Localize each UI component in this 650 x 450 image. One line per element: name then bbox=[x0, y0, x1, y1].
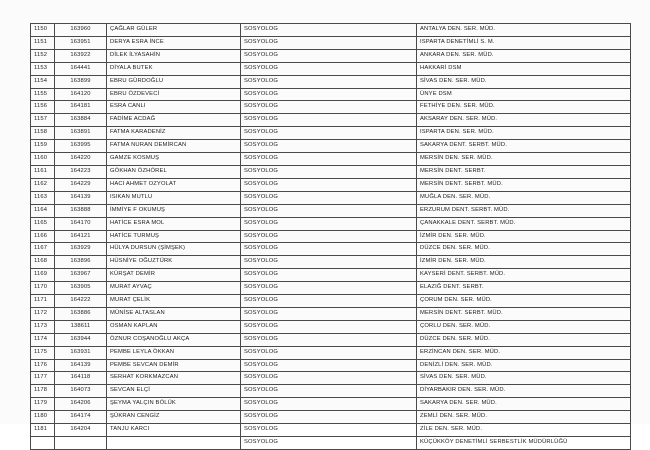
table-row bbox=[31, 385, 631, 398]
table-row bbox=[31, 114, 631, 127]
row-number-cell: 1163 bbox=[31, 191, 55, 204]
unit-name-cell: ERZURUM DENT. SERBT. MÜD. bbox=[417, 204, 631, 217]
job-title-cell: SOSYOLOG bbox=[241, 269, 417, 282]
job-title-cell: SOSYOLOG bbox=[241, 424, 417, 437]
unit-name-cell: FETHİYE DEN. SER. MÜD. bbox=[417, 101, 631, 114]
table-row bbox=[31, 372, 631, 385]
unit-name-cell: SİVAS DEN. SER. MÜD. bbox=[417, 372, 631, 385]
job-title-cell: SOSYOLOG bbox=[241, 333, 417, 346]
unit-name-cell: ÇANAKKALE DENT. SERBT. MÜD. bbox=[417, 217, 631, 230]
record-id-cell: 164073 bbox=[55, 385, 107, 398]
record-id-cell: 163929 bbox=[55, 243, 107, 256]
table-row bbox=[31, 295, 631, 308]
record-id-cell: 163951 bbox=[55, 36, 107, 49]
person-name-cell bbox=[107, 437, 241, 450]
record-id-cell: 163960 bbox=[55, 24, 107, 37]
job-title-cell: SOSYOLOG bbox=[241, 140, 417, 153]
row-number-cell: 1166 bbox=[31, 230, 55, 243]
table-row bbox=[31, 359, 631, 372]
unit-name-cell: MUĞLA DEN. SER. MÜD. bbox=[417, 191, 631, 204]
record-id-cell: 163931 bbox=[55, 346, 107, 359]
person-name-cell: MÜNİSE ALTASLAN bbox=[107, 307, 241, 320]
job-title-cell: SOSYOLOG bbox=[241, 204, 417, 217]
unit-name-cell: MERSİN DENT. SERBT. bbox=[417, 165, 631, 178]
job-title-cell: SOSYOLOG bbox=[241, 372, 417, 385]
table-row bbox=[31, 282, 631, 295]
row-number-cell: 1151 bbox=[31, 36, 55, 49]
unit-name-cell: ELAZIĞ DENT. SERBT. bbox=[417, 282, 631, 295]
record-id-cell: 164120 bbox=[55, 88, 107, 101]
row-number-cell: 1179 bbox=[31, 398, 55, 411]
person-name-cell: GAMZE KOSMUŞ bbox=[107, 153, 241, 166]
row-number-cell: 1159 bbox=[31, 140, 55, 153]
table-row bbox=[31, 140, 631, 153]
record-id-cell: 164441 bbox=[55, 62, 107, 75]
job-title-cell: SOSYOLOG bbox=[241, 282, 417, 295]
table-row bbox=[31, 165, 631, 178]
row-number-cell: 1165 bbox=[31, 217, 55, 230]
table-row bbox=[31, 36, 631, 49]
record-id-cell: 164170 bbox=[55, 217, 107, 230]
row-number-cell: 1160 bbox=[31, 153, 55, 166]
record-id-cell: 163905 bbox=[55, 282, 107, 295]
unit-name-cell: ÇORLU DEN. SER. MÜD. bbox=[417, 320, 631, 333]
job-title-cell: SOSYOLOG bbox=[241, 307, 417, 320]
person-name-cell: KÜRŞAT DEMİR bbox=[107, 269, 241, 282]
job-title-cell: SOSYOLOG bbox=[241, 165, 417, 178]
unit-name-cell: ANTALYA DEN. SER. MÜD. bbox=[417, 24, 631, 37]
unit-name-cell: DENİZLİ DEN. SER. MÜD. bbox=[417, 359, 631, 372]
row-number-cell: 1175 bbox=[31, 346, 55, 359]
person-name-cell: ÇAĞLAR GÜLER bbox=[107, 24, 241, 37]
row-number-cell: 1167 bbox=[31, 243, 55, 256]
unit-name-cell: ERZİNCAN DEN. SER. MÜD. bbox=[417, 346, 631, 359]
job-title-cell: SOSYOLOG bbox=[241, 36, 417, 49]
unit-name-cell: İZMİR DEN. SER. MÜD. bbox=[417, 256, 631, 269]
table-row bbox=[31, 101, 631, 114]
job-title-cell: SOSYOLOG bbox=[241, 385, 417, 398]
person-name-cell: ISIKAN MUTLU bbox=[107, 191, 241, 204]
row-number-cell bbox=[31, 437, 55, 450]
job-title-cell: SOSYOLOG bbox=[241, 49, 417, 62]
unit-name-cell: SAKARYA DEN. SER. MÜD. bbox=[417, 398, 631, 411]
unit-name-cell: HAKKARİ DSM bbox=[417, 62, 631, 75]
unit-name-cell: DİYARBAKIR DEN. SER. MÜD. bbox=[417, 385, 631, 398]
record-id-cell: 163884 bbox=[55, 114, 107, 127]
person-name-cell: EBRU ÖZDEVECİ bbox=[107, 88, 241, 101]
row-number-cell: 1170 bbox=[31, 282, 55, 295]
unit-name-cell: ÜNYE DSM bbox=[417, 88, 631, 101]
job-title-cell: SOSYOLOG bbox=[241, 320, 417, 333]
unit-name-cell: DÜZCE DEN. SER. MÜD. bbox=[417, 333, 631, 346]
record-id-cell: 164181 bbox=[55, 101, 107, 114]
person-name-cell: SERHAT KORKMAZCAN bbox=[107, 372, 241, 385]
person-name-cell: DİYALA BUTEK bbox=[107, 62, 241, 75]
job-title-cell: SOSYOLOG bbox=[241, 398, 417, 411]
job-title-cell: SOSYOLOG bbox=[241, 114, 417, 127]
unit-name-cell: SİVAS DEN. SER. MÜD. bbox=[417, 75, 631, 88]
job-title-cell: SOSYOLOG bbox=[241, 191, 417, 204]
person-name-cell: İMMİYE F OKUMUŞ bbox=[107, 204, 241, 217]
unit-name-cell: AKSARAY DEN. SER. MÜD. bbox=[417, 114, 631, 127]
person-name-cell: HATİCE ESRA MOL bbox=[107, 217, 241, 230]
table-row bbox=[31, 62, 631, 75]
table-row bbox=[31, 398, 631, 411]
unit-name-cell: KAYSERİ DENT. SERBT. MÜD. bbox=[417, 269, 631, 282]
job-title-cell: SOSYOLOG bbox=[241, 359, 417, 372]
table-row bbox=[31, 269, 631, 282]
row-number-cell: 1164 bbox=[31, 204, 55, 217]
job-title-cell: SOSYOLOG bbox=[241, 217, 417, 230]
row-number-cell: 1157 bbox=[31, 114, 55, 127]
table-row bbox=[31, 424, 631, 437]
unit-name-cell: ÇORUM DEN. SER. MÜD. bbox=[417, 295, 631, 308]
person-name-cell: HACI AHMET OZYOLAT bbox=[107, 178, 241, 191]
job-title-cell: SOSYOLOG bbox=[241, 411, 417, 424]
row-number-cell: 1178 bbox=[31, 385, 55, 398]
table-row bbox=[31, 437, 631, 450]
record-id-cell: 163888 bbox=[55, 204, 107, 217]
person-name-cell: HÜSNİYE OĞUZTÜRK bbox=[107, 256, 241, 269]
row-number-cell: 1162 bbox=[31, 178, 55, 191]
table-row bbox=[31, 88, 631, 101]
unit-name-cell: SAKARYA DENT. SERBT. MÜD. bbox=[417, 140, 631, 153]
person-name-cell: ESRA CANLI bbox=[107, 101, 241, 114]
person-name-cell: ŞEYMA YALÇIN BÖLÜK bbox=[107, 398, 241, 411]
person-name-cell: EBRU GÜRDOĞLU bbox=[107, 75, 241, 88]
person-name-cell: ÖZNUR COŞANOĞLU AKÇA bbox=[107, 333, 241, 346]
person-name-cell: FATMA KARADENİZ bbox=[107, 127, 241, 140]
record-id-cell bbox=[55, 437, 107, 450]
row-number-cell: 1169 bbox=[31, 269, 55, 282]
person-name-cell: FADİME ACDAĞ bbox=[107, 114, 241, 127]
unit-name-cell: İZMİR DEN. SER. MÜD. bbox=[417, 230, 631, 243]
row-number-cell: 1150 bbox=[31, 24, 55, 37]
row-number-cell: 1156 bbox=[31, 101, 55, 114]
job-title-cell: SOSYOLOG bbox=[241, 24, 417, 37]
person-name-cell: TANJU KARCI bbox=[107, 424, 241, 437]
record-id-cell: 164206 bbox=[55, 398, 107, 411]
person-name-cell: GÖKHAN ÖZHÖREL bbox=[107, 165, 241, 178]
unit-name-cell: ZEMLİ DEN. SER. MÜD. bbox=[417, 411, 631, 424]
record-id-cell: 164174 bbox=[55, 411, 107, 424]
record-id-cell: 164118 bbox=[55, 372, 107, 385]
table-row bbox=[31, 24, 631, 37]
person-name-cell: FATMA NURAN DEMİRCAN bbox=[107, 140, 241, 153]
person-name-cell: PEMBE SEVCAN DEMİR bbox=[107, 359, 241, 372]
person-name-cell: HÜLYA DURSUN (ŞİMŞEK) bbox=[107, 243, 241, 256]
job-title-cell: SOSYOLOG bbox=[241, 88, 417, 101]
record-id-cell: 164220 bbox=[55, 153, 107, 166]
row-number-cell: 1158 bbox=[31, 127, 55, 140]
table-row bbox=[31, 411, 631, 424]
row-number-cell: 1173 bbox=[31, 320, 55, 333]
person-name-cell: PEMBE LEYLA ÖKKAN bbox=[107, 346, 241, 359]
job-title-cell: SOSYOLOG bbox=[241, 127, 417, 140]
row-number-cell: 1152 bbox=[31, 49, 55, 62]
record-id-cell: 163899 bbox=[55, 75, 107, 88]
row-number-cell: 1177 bbox=[31, 372, 55, 385]
job-title-cell: SOSYOLOG bbox=[241, 243, 417, 256]
job-title-cell: SOSYOLOG bbox=[241, 62, 417, 75]
table-row bbox=[31, 243, 631, 256]
person-name-cell: MURAT ÇELİK bbox=[107, 295, 241, 308]
row-number-cell: 1180 bbox=[31, 411, 55, 424]
row-number-cell: 1154 bbox=[31, 75, 55, 88]
table-row bbox=[31, 153, 631, 166]
table-row bbox=[31, 333, 631, 346]
record-id-cell: 164139 bbox=[55, 191, 107, 204]
record-id-cell: 164222 bbox=[55, 295, 107, 308]
unit-name-cell: DÜZCE DEN. SER. MÜD. bbox=[417, 243, 631, 256]
job-title-cell: SOSYOLOG bbox=[241, 153, 417, 166]
personnel-table-body bbox=[31, 24, 631, 450]
job-title-cell: SOSYOLOG bbox=[241, 75, 417, 88]
row-number-cell: 1168 bbox=[31, 256, 55, 269]
record-id-cell: 163891 bbox=[55, 127, 107, 140]
table-row bbox=[31, 230, 631, 243]
unit-name-cell: MERSİN DENT. SERBT. MÜD. bbox=[417, 178, 631, 191]
record-id-cell: 138611 bbox=[55, 320, 107, 333]
job-title-cell: SOSYOLOG bbox=[241, 346, 417, 359]
job-title-cell: SOSYOLOG bbox=[241, 256, 417, 269]
table-row bbox=[31, 191, 631, 204]
person-name-cell: OSMAN KAPLAN bbox=[107, 320, 241, 333]
unit-name-cell: ZİLE DEN. SER. MÜD. bbox=[417, 424, 631, 437]
row-number-cell: 1174 bbox=[31, 333, 55, 346]
row-number-cell: 1171 bbox=[31, 295, 55, 308]
record-id-cell: 164223 bbox=[55, 165, 107, 178]
person-name-cell: SEVCAN ELÇİ bbox=[107, 385, 241, 398]
row-number-cell: 1176 bbox=[31, 359, 55, 372]
record-id-cell: 163886 bbox=[55, 307, 107, 320]
table-row bbox=[31, 49, 631, 62]
job-title-cell: SOSYOLOG bbox=[241, 295, 417, 308]
unit-name-cell: MERSİN DEN. SER. MÜD. bbox=[417, 153, 631, 166]
table-row bbox=[31, 127, 631, 140]
record-id-cell: 164139 bbox=[55, 359, 107, 372]
unit-name-cell: MERSİN DENT. SERBT. MÜD. bbox=[417, 307, 631, 320]
person-name-cell: MURAT AYVAÇ bbox=[107, 282, 241, 295]
person-name-cell: DERYA ESRA İNCE bbox=[107, 36, 241, 49]
record-id-cell: 163922 bbox=[55, 49, 107, 62]
record-id-cell: 164121 bbox=[55, 230, 107, 243]
unit-name-cell: KÜÇÜKKÖY DENETİMLİ SERBESTLİK MÜDÜRLÜĞÜ bbox=[417, 437, 631, 450]
job-title-cell: SOSYOLOG bbox=[241, 230, 417, 243]
row-number-cell: 1153 bbox=[31, 62, 55, 75]
record-id-cell: 163896 bbox=[55, 256, 107, 269]
table-row bbox=[31, 320, 631, 333]
record-id-cell: 163995 bbox=[55, 140, 107, 153]
record-id-cell: 163967 bbox=[55, 269, 107, 282]
table-row bbox=[31, 217, 631, 230]
table-row bbox=[31, 307, 631, 320]
row-number-cell: 1161 bbox=[31, 165, 55, 178]
record-id-cell: 164229 bbox=[55, 178, 107, 191]
row-number-cell: 1172 bbox=[31, 307, 55, 320]
table-row bbox=[31, 178, 631, 191]
job-title-cell: SOSYOLOG bbox=[241, 178, 417, 191]
table-row bbox=[31, 75, 631, 88]
job-title-cell: SOSYOLOG bbox=[241, 101, 417, 114]
person-name-cell: ŞÜKRAN CENGİZ bbox=[107, 411, 241, 424]
record-id-cell: 164204 bbox=[55, 424, 107, 437]
person-name-cell: HATİCE TURMUŞ bbox=[107, 230, 241, 243]
table-row bbox=[31, 346, 631, 359]
unit-name-cell: ANKARA DEN. SER. MÜD. bbox=[417, 49, 631, 62]
personnel-table bbox=[30, 23, 631, 450]
unit-name-cell: ISPARTA DENETİMLİ S. M. bbox=[417, 36, 631, 49]
table-row bbox=[31, 204, 631, 217]
unit-name-cell: ISPARTA DEN. SER. MÜD. bbox=[417, 127, 631, 140]
row-number-cell: 1181 bbox=[31, 424, 55, 437]
record-id-cell: 163944 bbox=[55, 333, 107, 346]
person-name-cell: DİLEK İLYASAHİN bbox=[107, 49, 241, 62]
row-number-cell: 1155 bbox=[31, 88, 55, 101]
job-title-cell: SOSYOLOG bbox=[241, 437, 417, 450]
table-row bbox=[31, 256, 631, 269]
